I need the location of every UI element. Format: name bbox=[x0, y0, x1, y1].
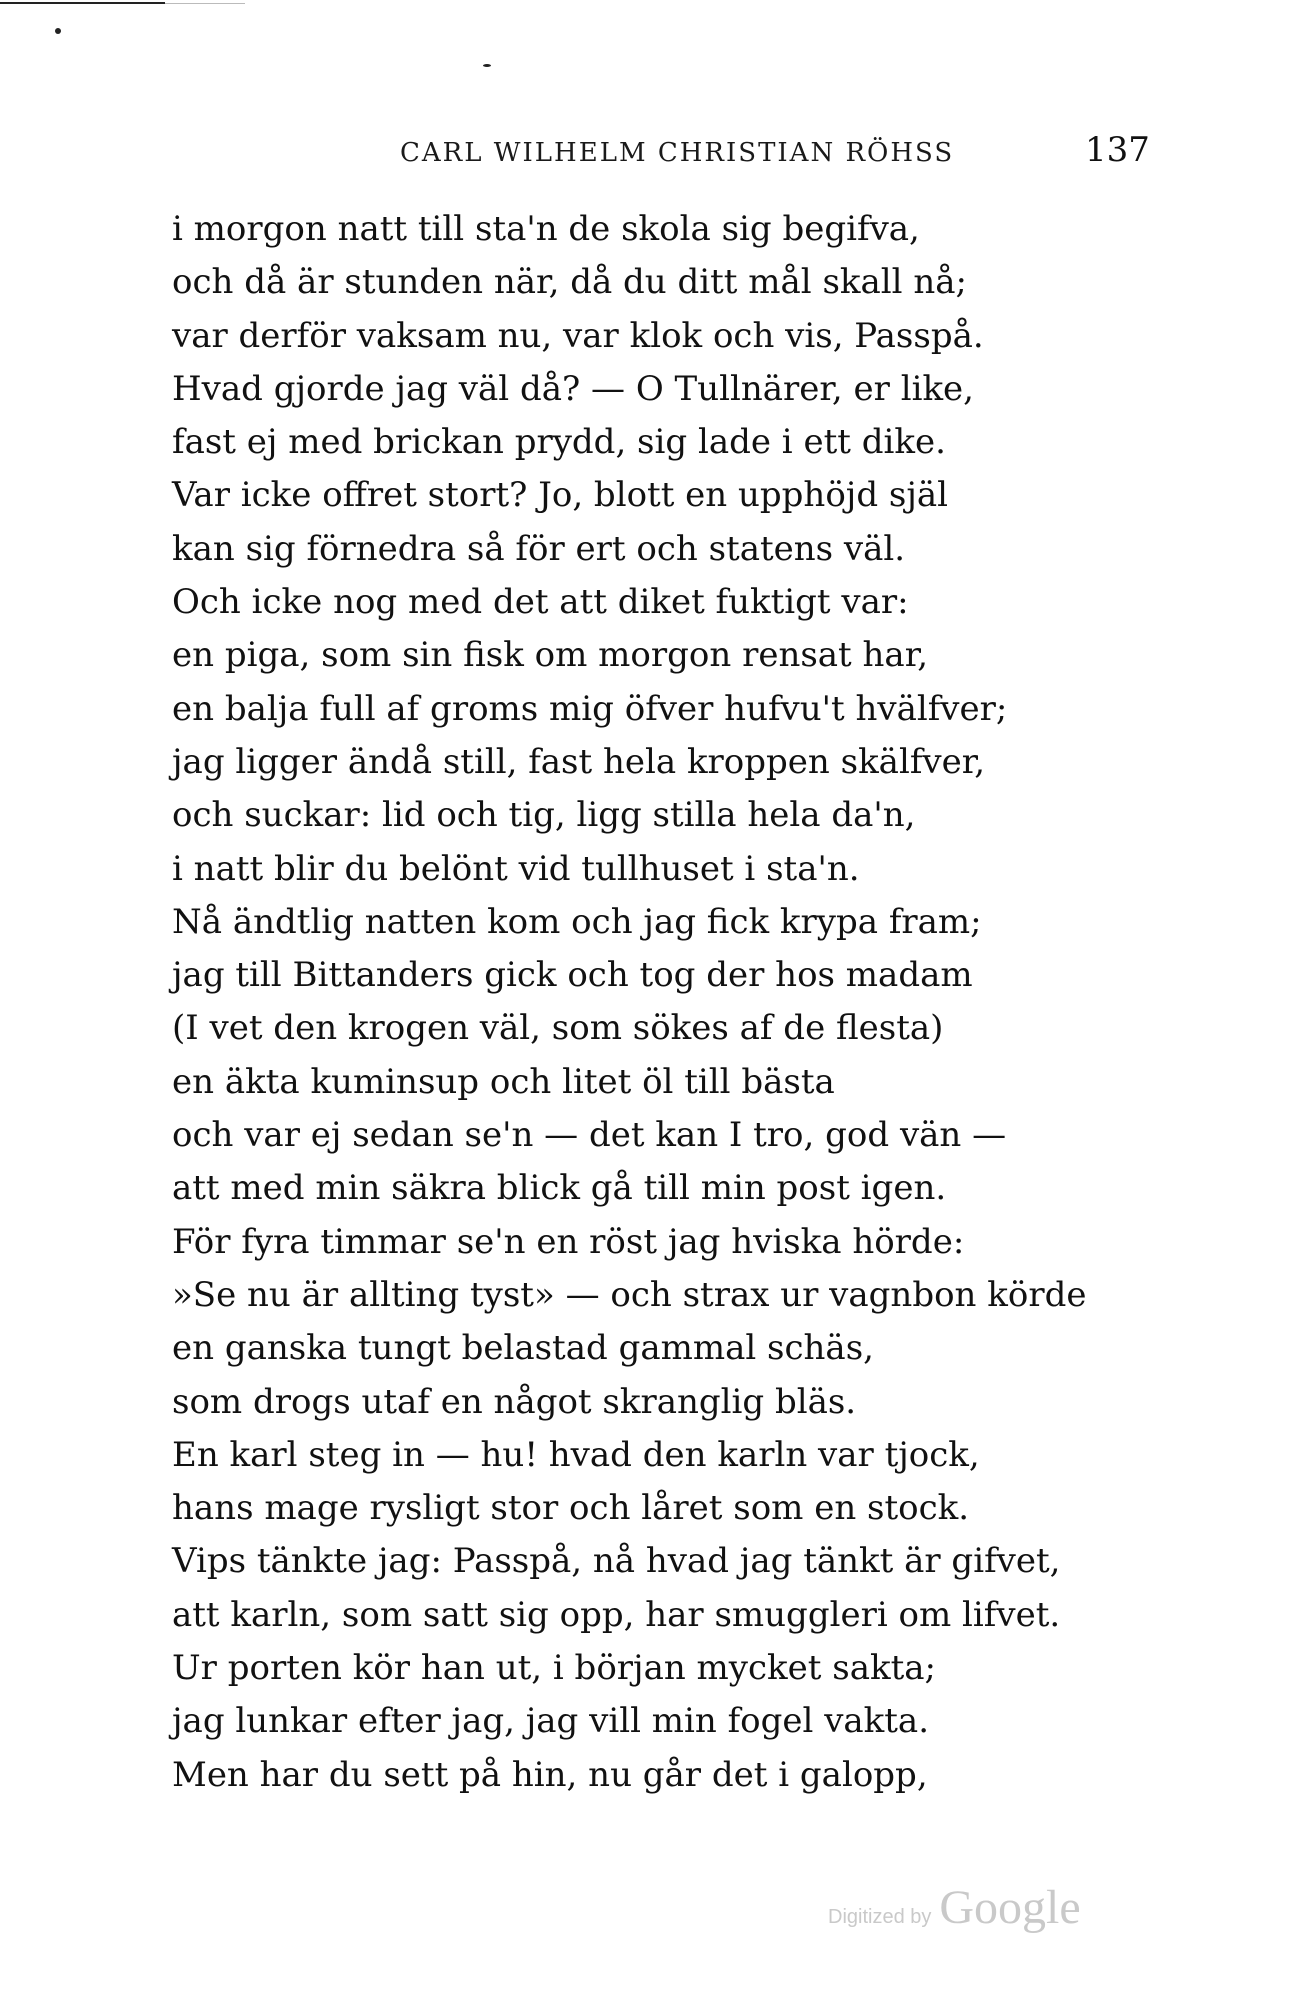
poem-line: Nå ändtlig natten kom och jag fick krypa fram; bbox=[172, 901, 982, 942]
poem-line: och då är stunden när, då du ditt mål skall nå; bbox=[172, 262, 967, 303]
poem-line: en äkta kuminsup och litet öl till bästa bbox=[172, 1061, 835, 1102]
poem-line: En karl steg in — hu! hvad den karln var tjock, bbox=[172, 1434, 980, 1475]
poem-line: Och icke nog med det att diket fuktigt var: bbox=[172, 582, 909, 623]
poem-line: en balja full af groms mig öfver hufvu't hvälfver; bbox=[172, 688, 1008, 729]
scan-edge-rule-faint bbox=[165, 3, 245, 4]
poem-line: och suckar: lid och tig, ligg stilla hela da'n, bbox=[172, 795, 916, 836]
poem-line: Vips tänkte jag: Passpå, nå hvad jag tänkt är gifvet, bbox=[172, 1541, 1061, 1582]
poem-line: Men har du sett på hin, nu går det i galopp, bbox=[172, 1754, 928, 1795]
running-head: CARL WILHELM CHRISTIAN RÖHSS bbox=[400, 138, 955, 168]
poem-line: att karln, som satt sig opp, har smuggleri om lifvet. bbox=[172, 1594, 1061, 1635]
poem-line: För fyra timmar se'n en röst jag hviska hörde: bbox=[172, 1221, 965, 1262]
poem-line: och var ej sedan se'n — det kan I tro, god vän — bbox=[172, 1115, 1007, 1156]
watermark-digitized-by: Digitized by bbox=[828, 1906, 932, 1928]
poem-text bbox=[172, 203, 1182, 1802]
poem-line: en ganska tungt belastad gammal schäs, bbox=[172, 1328, 874, 1369]
poem-line: i morgon natt till sta'n de skola sig begifva, bbox=[172, 209, 920, 249]
digitization-watermark bbox=[828, 1880, 1081, 1940]
poem-line: jag till Bittanders gick och tog der hos madam bbox=[172, 955, 973, 996]
poem-line: (I vet den krogen väl, som sökes af de flesta) bbox=[172, 1008, 944, 1049]
poem-line: en piga, som sin fisk om morgon rensat har, bbox=[172, 635, 929, 676]
poem-line: Hvad gjorde jag väl då? — O Tullnärer, er like, bbox=[172, 368, 974, 409]
poem-line: Ur porten kör han ut, i början mycket sakta; bbox=[172, 1648, 936, 1689]
page-number: 137 bbox=[1085, 130, 1150, 170]
poem-line: i natt blir du belönt vid tullhuset i sta'n. bbox=[172, 848, 860, 889]
poem-line: Var icke offret stort? Jo, blott en upphöjd själ bbox=[172, 475, 949, 516]
poem-line: kan sig förnedra så för ert och statens väl. bbox=[172, 528, 906, 569]
poem-line: som drogs utaf en något skranglig bläs. bbox=[172, 1381, 857, 1422]
poem-line: hans mage rysligt stor och låret som en stock. bbox=[172, 1488, 970, 1529]
watermark-google-logo: Google bbox=[939, 1881, 1081, 1934]
scan-edge-rule bbox=[0, 2, 165, 4]
poem-line: var derför vaksam nu, var klok och vis, Passpå. bbox=[172, 315, 984, 356]
poem-line: jag ligger ändå still, fast hela kroppen skälfver, bbox=[172, 741, 986, 782]
poem-line: fast ej med brickan prydd, sig lade i ett dike. bbox=[172, 422, 946, 463]
poem-line: »Se nu är allting tyst» — och strax ur vagnbon körde bbox=[172, 1274, 1087, 1315]
poem-line: jag lunkar efter jag, jag vill min fogel vakta. bbox=[172, 1701, 930, 1742]
poem-line: att med min säkra blick gå till min post igen. bbox=[172, 1168, 947, 1209]
scan-speck bbox=[55, 28, 61, 34]
page-header bbox=[0, 130, 1300, 170]
scan-speck bbox=[483, 64, 491, 67]
